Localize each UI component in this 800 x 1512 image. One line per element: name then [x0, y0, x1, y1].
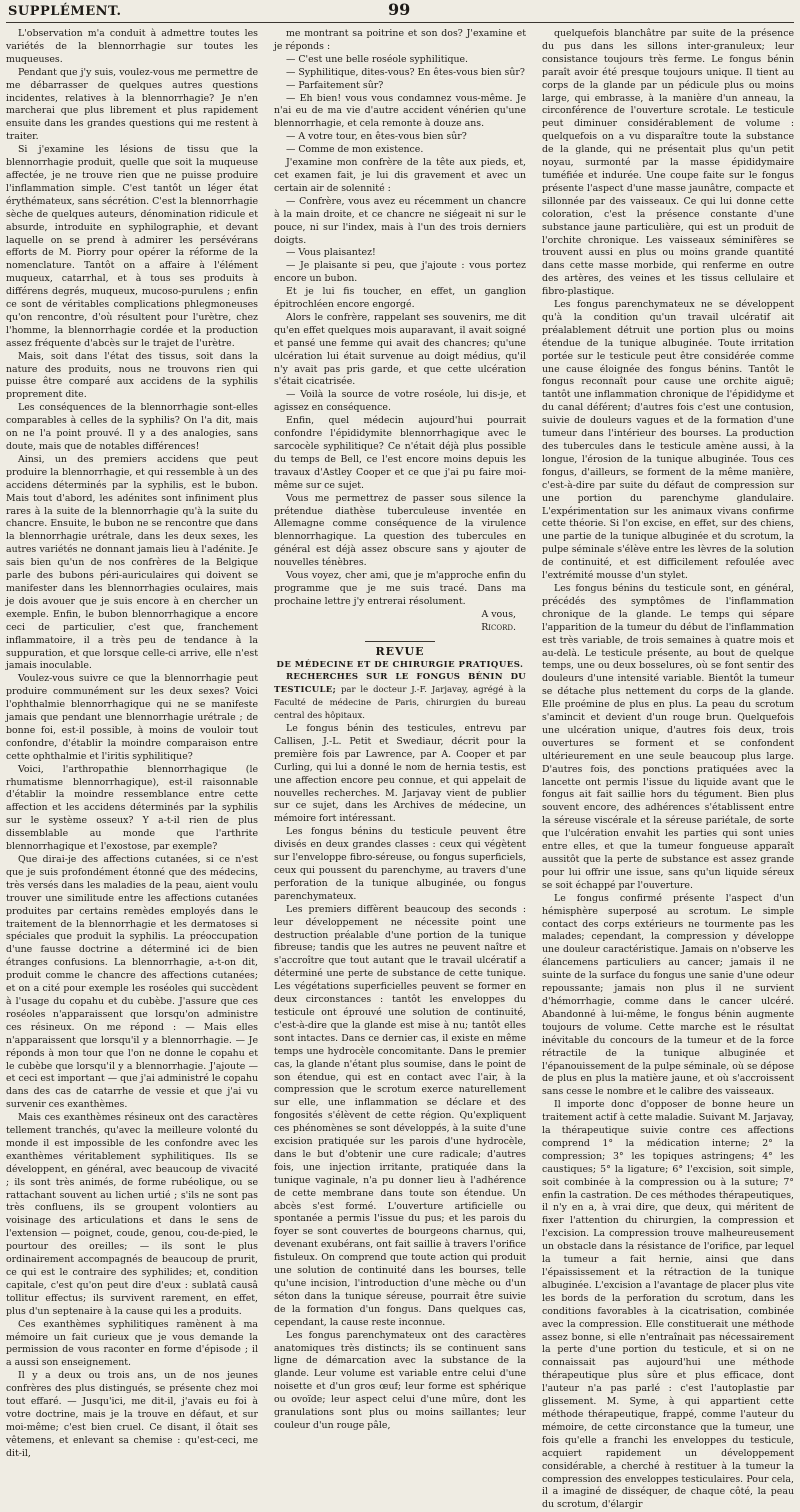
paragraph: Vous voyez, cher ami, que je m'approche enfin du programme que je me suis tracé. Dans ma prochaine lettre j'y entrerai résolument. [274, 570, 526, 607]
paragraph: Les fongus bénins du testicule sont, en général, précédés des symptômes de l'inflammation chronique de la glande. Le temps qui sépare l'apparition de la tumeur du début de l'inflammation est très variable, de trois semaines à quatre mois et au-delà. Le testicule présente, au bout de quelque temps, une ou deux bosselures, où se font sentir des douleurs d'une intensité variable. Bientôt la tumeur se détache plus nettement du corps de la glande. Elle proémine de plus en plus. La peau du scrotum s'amincit et devient d'un rouge brun. Quelquefois une ulcération unique, d'autres fois deux, trois ouvertures se forment et se confondent ultérieurement en une seule beaucoup plus large. D'autres fois, des ponctions pratiquées avec la lancette ont permis l'issue du liquide avant que le fongus ait fait saillie hors du tégument. Bien plus souvent encore, des adhérences s'établissent entre la séreuse viscérale et la séreuse pariétale, de sorte que l'ulcération envahit les parties qui sont unies entre elles, et que la tumeur fongueuse apparaît aussitôt que la perte de substance est assez grande pour lui offrir une issue, sans qu'un liquide séreux se soit échappé par l'ouverture. [542, 582, 794, 891]
paragraph: Les premiers diffèrent beaucoup des seconds : leur développement ne nécessite point une destruction préalable d'une portion de la tunique fibreuse; tandis que les autres ne peuvent naître et s'accroître que tout autant que le travail ulcératif a déterminé une perte de substance de cette tunique. Les végétations superficielles peuvent se former en deux circonstances : tantôt les enveloppes du testicule ont éprouvé une solution de continuité, c'est-à-dire que la glande est mise à nu; tantôt elles sont intactes. Dans ce dernier cas, il existe en même temps une hydrocèle concomitante. Dans le premier cas, la glande n'étant plus soumise, dans le point de son étendue, qui est en contact avec l'air, à la compression que le scrotum exerce naturellement sur elle, une inflammation se déclare et des fongosités s'élèvent de cette région. Qu'expliquent ces phénomènes se sont développés, à la suite d'une excision pratiquée sur les parois d'une hydrocèle, dans le but d'obtenir une cure radicale; d'autres fois, une injection irritante, pratiquée dans la tunique vaginale, n'a pu donner lieu à l'adhérence de cette membrane dans toute son étendue. Un abcès s'est formé. L'ouverture artificielle ou spontanée a permis l'issue du pus; et les parois du foyer se sont couvertes de bourgeons charnus, qui, devenant exubérans, ont fait saillie à travers l'orifice fistuleux. On comprend que toute action qui produit une solution de continuité dans les bourses, telle qu'une incision, l'introduction d'une mèche ou d'un séton dans la tunique séreuse, pourrait être suivie de la formation d'un fongus. Dans quelques cas, cependant, la cause reste inconnue. [274, 903, 526, 1328]
header-rule [6, 22, 794, 23]
article-title: RECHERCHES SUR LE FONGUS BÉNIN DU TESTICULE; [274, 672, 526, 696]
paragraph: Que dirai-je des affections cutanées, si ce n'est que je suis profondément étonné que des médecins, très versés dans les maladies de la peau, aient voulu trouver une similitude entre les affections cutanées produites par certains remèdes employés dans le traitement de la blennorrhagie et les dermatoses si spéciales que produit la syphilis. La préoccupation d'une fausse doctrine a déterminé ici de bien étranges confusions. La blennorrhagie, a-t-on dit, produit comme le chancre des affections cutanées; et on a cité pour exemple les roséoles qui succèdent à l'usage du copahu et du cubèbe. J'assure que ces roséoles n'apparaissent que lorsqu'on administre ces résineux. On me répond : — Mais elles n'apparaissent que lorsqu'il y a blennorrhagie. — Je réponds à mon tour que l'on ne donne le copahu et le cubèbe que lorsqu'il y a blennorrhagie. J'ajoute — et ceci est important — que j'ai administré le copahu dans des cas de catarrhe de vessie et que j'ai vu survenir ces exanthèmes. [6, 854, 258, 1111]
paragraph: — Syphilitique, dites-vous? En êtes-vous bien sûr? [286, 66, 525, 78]
review-title: REVUE [375, 644, 425, 658]
paragraph: Il importe donc d'opposer de bonne heure un traitement actif à cette maladie. Suivant M. Jarjavay, la thérapeutique suivie contre ces affections comprend 1° la médication interne; 2° la compression; 3° les topiques astringens; 4° les caustiques; 5° la ligature; 6° l'excision, soit simple, soit combinée à la compression ou à la suture; 7° enfin la castration. De ces méthodes thérapeutiques, il n'y en a, à vrai dire, que deux, qui méritent de fixer l'attention du chirurgien, la compression et l'excision. La compression trouve malheureusement un obstacle dans la résistance de l'orifice, par lequel la tumeur a fait hernie, ainsi que dans l'épaississement et la rétraction de la tunique albuginée. L'excision a l'avantage de placer plus vite les bords de la perforation du scrotum, dans les conditions favorables à la cicatrisation, combinée avec la compression. Elle constituerait une méthode assez bonne, si elle n'entraînait pas nécessairement la perte d'une portion du testicule, et si on ne connaissait pas aujourd'hui une méthode thérapeutique plus sûre et plus efficace, dont l'auteur n'a pas parlé : c'est l'autoplastie par glissement. M. Syme, à qui appartient cette méthode thérapeutique, frappé, comme l'auteur du mémoire, de cette circonstance que la tumeur, une fois qu'elle a franchi les enveloppes du testicule, acquiert rapidement un développement considérable, a cherché à restituer à la tumeur la compression des enveloppes testiculaires. Pour cela, il a imaginé de disséquer, de chaque côté, la peau du scrotum, d'élargir [542, 1099, 794, 1511]
letter-closing: A vous, [481, 608, 516, 620]
paragraph: — C'est une belle roséole syphilitique. [286, 53, 469, 65]
page-number: 99 [388, 0, 411, 19]
paragraph: Les fongus parenchymateux ne se développent qu'à la condition qu'un travail ulcératif ait préalablement détruit une portion plus ou moins étendue de la tunique albuginée. Toute irritation portée sur le testicule peut être considérée comme une cause éloignée des fongus bénins. Tantôt le fongus reconnaît pour cause une orchite aiguë; tantôt une inflammation chronique de l'épididyme et du canal déférent; d'autres fois c'est une contusion, suivie de douleurs vagues et de la formation d'une tumeur dans l'intérieur des bourses. La production des tubercules dans le testicule amène aussi, à la longue, l'érosion de la tunique albuginée. Tous ces fongus, d'ailleurs, se forment de la même manière, c'est-à-dire par suite du défaut de compression sur une portion du parenchyme glandulaire. L'expérimentation sur les animaux vivans confirme cette théorie. Si l'on excise, en effet, sur des chiens, une partie de la tunique albuginée et du scrotum, la pulpe séminale s'élève entre les lèvres de la solution de continuité, et est difficilement refoulée avec l'extrémité mousse d'un stylet. [542, 299, 794, 582]
paragraph: Voulez-vous suivre ce que la blennorrhagie peut produire communément sur les deux sexes? Voici l'ophthalmie blennorrhagique qui ne se manifeste jamais que pendant une blennorrhagie urétrale ; de bonne foi, est-il possible, à moins de vouloir tout confondre, d'établir la moindre comparaison entre cette ophthalmie et l'iritis syphilitique? [6, 673, 258, 762]
article-byline: par le docteur J.-F. Jarjavay, agrégé à la Faculté de médecine de Paris, chirurgien du bureau central des hôpitaux. [274, 685, 526, 722]
section-divider [365, 641, 435, 642]
paragraph: — Comme de mon existence. [286, 144, 424, 156]
paragraph: — Parfaitement sûr? [286, 79, 384, 91]
paragraph: Les conséquences de la blennorrhagie sont-elles comparables à celles de la syphilis? On l'a dit, mais on ne l'a point prouvé. Il y a des analogies, sans doute, mais que de notables différences! [6, 402, 258, 452]
paragraph: Enfin, quel médecin aujourd'hui pourrait confondre l'épididymite blennorrhagique avec le sarcocèle syphilitique? Ce n'était déjà plus possible du temps de Bell, ce l'est encore moins depuis les travaux d'Astley Cooper et ce que j'ai pu faire moi-même sur ce sujet. [274, 415, 526, 491]
paragraph: Si j'examine les lésions de tissu que la blennorrhagie produit, quelle que soit la muqueuse affectée, je ne trouve rien que ne puisse produire l'inflammation simple. C'est tantôt un léger état érythémateux, sans sécrétion. C'est la blennorrhagie sèche de quelques auteurs, dénomination ridicule et absurde, introduite en syphilographie, et devant laquelle on se prend à admirer les persévérans efforts de M. Piorry pour opérer la réforme de la nomenclature. Tantôt on a affaire à l'élément muqueux, catarrhal, et à tous ses produits à différens degrés, muqueux, mucoso-purulens ; enfin ce sont de véritables complications phlegmoneuses qu'on rencontre, d'où résultent pour l'urètre, chez l'homme, la blennorrhagie cordée et la production assez fréquente d'abcès sur le trajet de l'urètre. [6, 144, 258, 349]
column-3 [542, 28, 794, 1511]
paragraph: — Je plaisante si peu, que j'ajoute : vous portez encore un bubon. [274, 260, 526, 285]
paragraph: — Voilà la source de votre roséole, lui dis-je, et agissez en conséquence. [274, 389, 526, 414]
paragraph: Mais ces exanthèmes résineux ont des caractères tellement tranchés, qu'avec la meilleure volonté du monde il est impossible de les confondre avec les exanthèmes véritablement syphilitiques. Ils se développent, en général, avec beaucoup de vivacité ; ils sont très animés, de forme rubéolique, ou se rattachant souvent au lichen urtié ; s'ils ne sont pas très confluens, ils se groupent volontiers au voisinage des articulations et dans le sens de l'extension — poignet, coude, genou, cou-de-pied, le pourtour des oreilles; — ils sont le plus ordinairement accompagnés de beaucoup de prurit, ce qui est le contraire des syphilides; et, condition capitale, c'est qu'on peut dire d'eux : sublatâ causâ tollitur effectus; ils survivent rarement, en effet, plus d'un septenaire à la cause qui les a produits. [6, 1112, 258, 1317]
paragraph: Le fongus confirmé présente l'aspect d'un hémisphère superposé au scrotum. Le simple contact des corps extérieurs ne tourmente pas les malades; cependant, la compression y développe une douleur caractéristique. Jamais on n'observe les élancemens particuliers au cancer; jamais il ne suinte de la surface du fongus une sanie d'une odeur repoussante; jamais non plus il ne survient d'hémorrhagie, comme dans le cancer ulcéré. Abandonné à lui-même, le fongus bénin augmente toujours de volume. Cette marche est le résultat inévitable du concours de la tumeur et de la force rétractile de la tunique albuginée et l'épanouissement de la pulpe séminale, où se dépose de plus en plus la matière jaune, et où s'accroissent sans cesse le nombre et le calibre des vaisseaux. [542, 892, 794, 1098]
paragraph: Les fongus parenchymateux ont des caractères anatomiques très distincts; ils se continuent sans ligne de démarcation avec la substance de la glande. Leur volume est variable entre celui d'une noisette et d'un gros œuf; leur forme est sphérique ou ovoïde; leur aspect celui d'une mûre, dont les granulations sont plus ou moins saillantes; leur couleur d'un rouge pâle, [274, 1329, 526, 1431]
review-subtitle: DE MÉDECINE ET DE CHIRURGIE PRATIQUES. [276, 659, 524, 670]
paragraph: Voici, l'arthropathie blennorrhagique (le rhumatisme blennorrhagique), est-il raisonnable d'établir la moindre ressemblance entre cette affection et les accidens déterminés par la syphilis sur le système osseux? Y a-t-il rien de plus dissemblable au monde que l'arthrite blennorrhagique et l'exostose, par exemple? [6, 763, 258, 853]
paragraph: Ces exanthèmes syphilitiques ramènent à ma mémoire un fait curieux que je vous demande la permission de vous raconter en forme d'épisode ; il a aussi son enseignement. [6, 1318, 258, 1369]
paragraph: — Confrère, vous avez eu récemment un chancre à la main droite, et ce chancre ne siégeait ni sur le pouce, ni sur l'index, mais à l'un des trois derniers doigts. [274, 195, 526, 246]
paragraph: Pendant que j'y suis, voulez-vous me permettre de me débarrasser de quelques autres questions incidentes, relatives à la blennorrhagie? Je n'en marcherai que plus librement et plus rapidement ensuite dans les grandes questions qui me restent à traiter. [6, 66, 258, 143]
paragraph: me montrant sa poitrine et son dos? J'examine et je réponds : [274, 28, 526, 52]
paragraph: L'observation m'a conduit à admettre toutes les variétés de la blennorrhagie sur toutes les muqueuses. [6, 28, 258, 65]
paragraph: Ainsi, un des premiers accidens que peut produire la blennorrhagie, et qui ressemble à un des accidens déterminés par la syphilis, est le bubon. Mais tout d'abord, les adénites sont infiniment plus rares à la suite de la blennorrhagie qu'à la suite du chancre. Ensuite, le bubon ne se rencontre que dans la blennorrhagie urétrale, dans les deux sexes, les autres variétés ne donnant jamais lieu à l'adénite. Je sais bien qu'un de nos confrères de la Belgique parle des bubons péri-auriculaires qui doivent se manifester dans les blennorrhagies oculaires, mais je dois avouer que je suis encore à en chercher un exemple. Enfin, le bubon blennorrhagique a encore ceci de particulier, c'est que, franchement inflammatoire, il a très peu de tendance à la suppuration, et que lorsque celle-ci arrive, elle n'est jamais inoculable. [6, 453, 258, 672]
paragraph: Et je lui fis toucher, en effet, un ganglion épitrochléen encore engorgé. [274, 286, 526, 311]
paragraph: Il y a deux ou trois ans, un de nos jeunes confrères des plus distingués, se présente chez moi tout effaré. — Jusqu'ici, me dit-il, j'avais eu foi à votre doctrine, mais je la trouve en défaut, et sur moi-même; c'est bien cruel. Ce disant, il ôtait ses vêtemens, et enlevant sa chemise : qu'est-ceci, me dit-il, [6, 1370, 258, 1459]
paragraph: Les fongus bénins du testicule peuvent être divisés en deux grandes classes : ceux qui végètent sur l'enveloppe fibro-séreuse, ou fongus superficiels, ceux qui poussent du parenchyme, au travers d'une perforation de la tunique albuginée, ou fongus parenchymateux. [274, 826, 526, 902]
paragraph: — A votre tour, en êtes-vous bien sûr? [286, 131, 467, 143]
paragraph: Vous me permettrez de passer sous silence la prétendue diathèse tuberculeuse inventée en Allemagne comme conséquence de la virulence blennorrhagique. La question des tubercules en général est déjà assez obscure sans y ajouter de nouvelles ténèbres. [274, 492, 526, 569]
paragraph: — Vous plaisantez! [286, 247, 376, 259]
article-heading [274, 671, 526, 723]
section-header: SUPPLÉMENT. [8, 4, 122, 19]
paragraph: quelquefois blanchâtre par suite de la présence du pus dans les sillons inter-granuleux; leur consistance toujours très ferme. Le fongus bénin paraît avoir été presque toujours unique. Il tient au corps de la glande par un pédicule plus ou moins large, qui embrasse, à la manière d'un anneau, la circonférence de l'ouverture scrotale. Le testicule peut diminuer considérablement de volume : quelquefois on a vu disparaître toute la substance de la glande, qui ne présentait plus qu'un petit noyau, surmonté par la masse épididymaire tuméfiée et indurée. Une coupe faite sur le fongus présente l'aspect d'une masse jaunâtre, compacte et sillonnée par des vaisseaux. Ce qui lui donne cette coloration, c'est la présence constante d'une substance jaune particulière, qui est un produit de l'orchite chronique. Les vaisseaux séminifères se trouvent aussi en plus ou moins grande quantité dans cette masse morbide, qui renferme en outre des artères, des veines et les tissus cellulaire et fibro-plastique. [542, 28, 794, 298]
paragraph: Alors le confrère, rappelant ses souvenirs, me dit qu'en effet quelques mois auparavant, il avait soigné et pansé une femme qui avait des chancres; qu'une ulcération lui était survenue au doigt médius, qu'il n'y avait pas pris garde, et que cette ulcération s'était cicatrisée. [274, 311, 526, 388]
paragraph: — Eh bien! vous vous condamnez vous-même. Je n'ai eu de ma vie d'autre accident vénérien qu'une blennorrhagie, et cela remonte à douze ans. [274, 92, 526, 130]
column-2 [274, 28, 526, 1431]
letter-signature: Ricord. [481, 621, 516, 633]
column-1 [6, 28, 258, 1459]
paragraph: Le fongus bénin des testicules, entrevu par Callisen, J.-L. Petit et Swediaur, décrit pour la première fois par Lawrence, par A. Cooper et par Curling, qui lui a donné le nom de hernia testis, est une affection encore peu connue, et qui appelait de nouvelles recherches. M. Jarjavay vient de publier sur ce sujet, dans les Archives de médecine, un mémoire fort intéressant. [274, 723, 526, 825]
paragraph: J'examine mon confrère de la tête aux pieds, et, cet examen fait, je lui dis gravement et avec un certain air de solennité : [274, 157, 526, 194]
paragraph: Mais, soit dans l'état des tissus, soit dans la nature des produits, nous ne trouvons rien qui puisse être comparé aux accidens de la syphilis proprement dite. [6, 350, 258, 401]
